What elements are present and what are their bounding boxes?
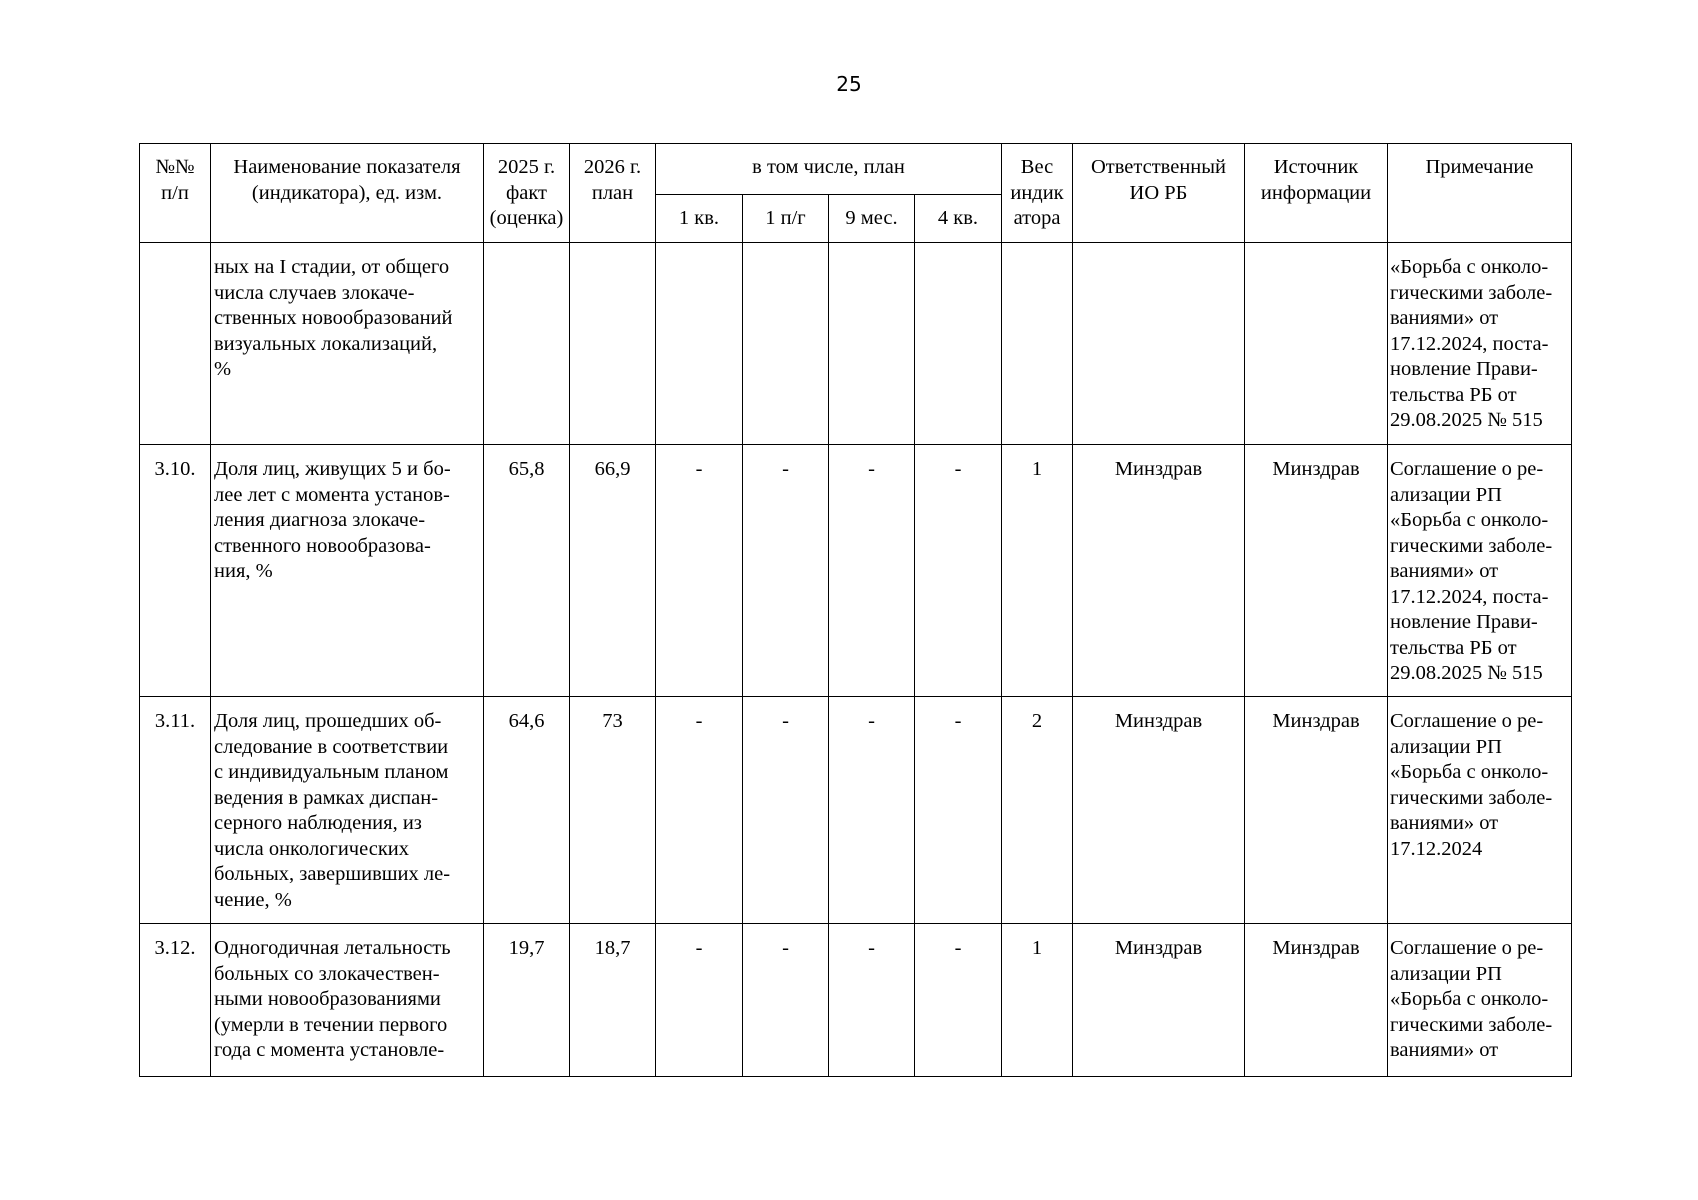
cell-name: Доля лиц, живущих 5 и бо- лее лет с момента установ- ления диагноза злокаче- ственного новообразова- ния, % [211, 445, 484, 697]
cell-name: Доля лиц, прошедших об- следование в соответствии с индивидуальным планом ведения в рамках диспан- серного наблюдения, из числа онкологических больных, завершивших ле- чение, % [211, 697, 484, 924]
cell-plan-2026 [570, 243, 656, 445]
cell-num: 3.10. [140, 445, 211, 697]
cell-h1: - [743, 445, 829, 697]
table-row [140, 243, 1572, 445]
cell-name: ных на I стадии, от общего числа случаев злокаче- ственных новообразований визуальных локализаций, % [211, 243, 484, 445]
cell-num [140, 243, 211, 445]
cell-h1 [743, 243, 829, 445]
cell-9m [829, 243, 915, 445]
cell-h1: - [743, 697, 829, 924]
header-num: №№ п/п [140, 144, 211, 243]
header-source: Источник информации [1245, 144, 1388, 243]
cell-weight: 2 [1002, 697, 1073, 924]
header-weight: Вес индик атора [1002, 144, 1073, 243]
cell-responsible: Минздрав [1073, 924, 1245, 1077]
cell-source [1245, 243, 1388, 445]
cell-q1 [656, 243, 743, 445]
header-fact-2025: 2025 г. факт (оценка) [484, 144, 570, 243]
cell-weight [1002, 243, 1073, 445]
header-responsible: Ответственный ИО РБ [1073, 144, 1245, 243]
cell-h1: - [743, 924, 829, 1077]
cell-9m: - [829, 924, 915, 1077]
header-plan-group: в том числе, план [656, 144, 1002, 195]
cell-responsible [1073, 243, 1245, 445]
header-name: Наименование показателя (индикатора), ед. изм. [211, 144, 484, 243]
cell-num: 3.12. [140, 924, 211, 1077]
cell-q4: - [915, 697, 1002, 924]
cell-q4: - [915, 924, 1002, 1077]
cell-weight: 1 [1002, 445, 1073, 697]
table-row [140, 697, 1572, 924]
table-row [140, 924, 1572, 1077]
cell-note: Соглашение о ре- ализации РП «Борьба с онколо- гическими заболе- ваниями» от 17.12.2024, поста- новление Прави- тельства РБ от 29.08.2025 № 515 [1388, 445, 1572, 697]
cell-responsible: Минздрав [1073, 445, 1245, 697]
cell-9m: - [829, 445, 915, 697]
header-plan-2026: 2026 г. план [570, 144, 656, 243]
cell-q1: - [656, 445, 743, 697]
cell-source: Минздрав [1245, 924, 1388, 1077]
cell-q1: - [656, 697, 743, 924]
cell-responsible: Минздрав [1073, 697, 1245, 924]
cell-q1: - [656, 924, 743, 1077]
cell-fact-2025 [484, 243, 570, 445]
cell-num: 3.11. [140, 697, 211, 924]
cell-name: Одногодичная летальность больных со злокачествен- ными новообразованиями (умерли в течении первого года с момента установле- [211, 924, 484, 1077]
cell-q4 [915, 243, 1002, 445]
cell-fact-2025: 65,8 [484, 445, 570, 697]
header-q4: 4 кв. [915, 195, 1002, 243]
header-q1: 1 кв. [656, 195, 743, 243]
cell-fact-2025: 19,7 [484, 924, 570, 1077]
cell-source: Минздрав [1245, 445, 1388, 697]
header-9m: 9 мес. [829, 195, 915, 243]
table-row [140, 445, 1572, 697]
cell-note: Соглашение о ре- ализации РП «Борьба с онколо- гическими заболе- ваниями» от 17.12.2024 [1388, 697, 1572, 924]
cell-plan-2026: 18,7 [570, 924, 656, 1077]
cell-note: Соглашение о ре- ализации РП «Борьба с онколо- гическими заболе- ваниями» от [1388, 924, 1572, 1077]
cell-note: «Борьба с онколо- гическими заболе- ваниями» от 17.12.2024, поста- новление Прави- тельства РБ от 29.08.2025 № 515 [1388, 243, 1572, 445]
cell-weight: 1 [1002, 924, 1073, 1077]
cell-plan-2026: 73 [570, 697, 656, 924]
cell-q4: - [915, 445, 1002, 697]
cell-source: Минздрав [1245, 697, 1388, 924]
indicators-table [139, 143, 1572, 1077]
cell-9m: - [829, 697, 915, 924]
cell-plan-2026: 66,9 [570, 445, 656, 697]
page-number: 25 [836, 72, 862, 96]
header-note: Примечание [1388, 144, 1572, 243]
cell-fact-2025: 64,6 [484, 697, 570, 924]
header-h1: 1 п/г [743, 195, 829, 243]
